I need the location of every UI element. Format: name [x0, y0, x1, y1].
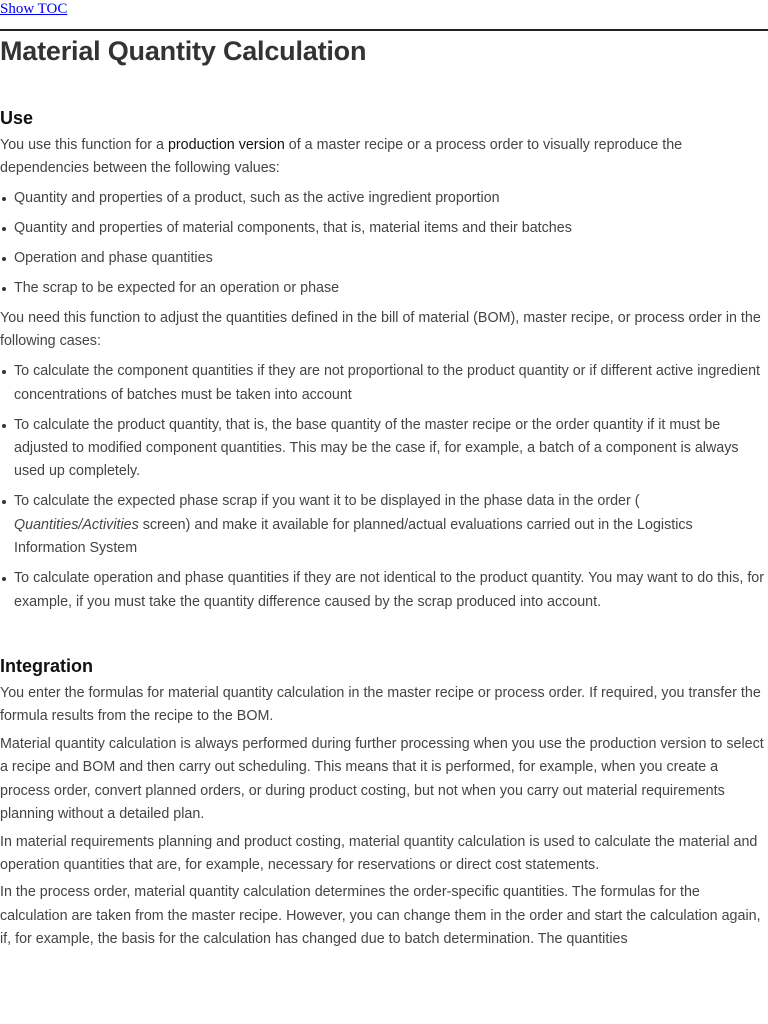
section-heading-integration: Integration [0, 656, 93, 677]
integration-paragraph: In the process order, material quantity calculation determines the order-specific quantities. The formulas for the calculation are taken from the master recipe. However, you can change them in the order and start the calculation again, if, for example, the basis for the calculation has changed due to batch determination. The quantities [0, 884, 761, 948]
list-item [0, 490, 764, 560]
page-title: Material Quantity Calculation [0, 36, 367, 66]
screen-name-term: Quantities/Activities [14, 516, 139, 533]
list-item: To calculate operation and phase quantities if they are not identical to the product quantity. You may want to do this, for example, if you must take the quantity difference caused by the scrap produced into account. [0, 567, 764, 614]
list-item: To calculate the component quantities if they are not proportional to the product quantity or if different active ingredient concentrations of batches must be taken into account [0, 360, 764, 407]
use-intro-text-cont: of a master recipe or a process order to visually reproduce the dependencies between the following values: [0, 137, 683, 177]
section-integration [0, 654, 764, 951]
cases-intro-paragraph: You need this function to adjust the quantities defined in the bill of material (BOM), master recipe, or process order in the following cases: [0, 309, 761, 350]
cases-list [0, 360, 764, 614]
case3-text: To calculate the expected phase scrap if you want it to be displayed in the phase data in the order ( [14, 493, 640, 510]
list-item: Operation and phase quantities [0, 247, 764, 270]
case3-text-cont: screen) and make it available for planned/actual evaluations carried out in the Logistics Information System [14, 516, 693, 557]
header-divider [0, 29, 768, 31]
values-list [0, 187, 764, 300]
use-intro-paragraph [0, 134, 764, 181]
integration-paragraph: You enter the formulas for material quantity calculation in the master recipe or process order. If required, you transfer the formula results from the recipe to the BOM. [0, 685, 761, 725]
production-version-term: production version [167, 137, 285, 153]
integration-paragraph: In material requirements planning and product costing, material quantity calculation is used to calculate the material and operation quantities that are, for example, necessary for reservations or direct cost statements. [0, 833, 758, 873]
use-intro-text: You use this function for a [0, 137, 168, 153]
document-content [0, 106, 764, 952]
list-item: Quantity and properties of material components, that is, material items and their batches [0, 217, 764, 240]
show-toc-link[interactable]: Show TOC [0, 1, 68, 17]
section-heading-use: Use [0, 108, 34, 128]
section-use [0, 106, 764, 614]
list-item: The scrap to be expected for an operation or phase [0, 277, 764, 300]
list-item: Quantity and properties of a product, such as the active ingredient proportion [0, 187, 764, 210]
integration-paragraph: Material quantity calculation is always performed during further processing when you use the production version to select a recipe and BOM and then carry out scheduling. This means that it is performed, for example, when you create a process order, convert planned orders, or during product costing, but not when you carry out material requirements planning without a detailed plan. [0, 735, 764, 823]
list-item: To calculate the product quantity, that is, the base quantity of the master recipe or the order quantity if it must be adjusted to modified component quantities. This may be the case if, for example, a batch of a component is always used up completely. [0, 414, 764, 484]
